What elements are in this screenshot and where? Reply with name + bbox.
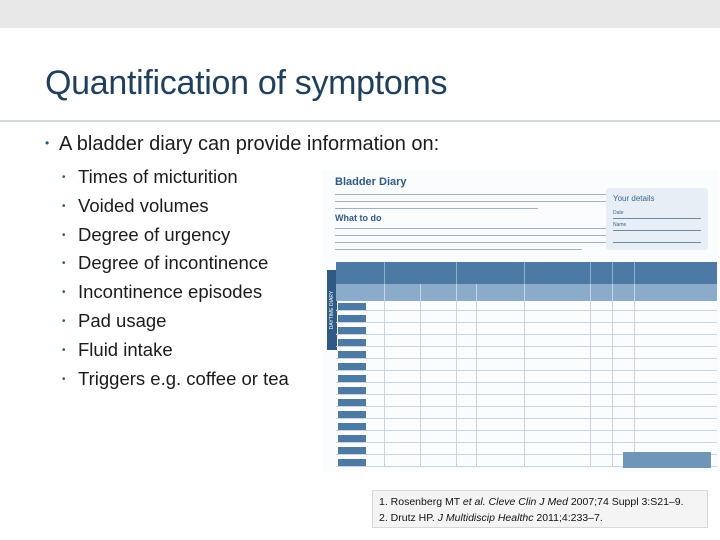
bladder-diary-image [322,170,719,472]
title-divider [0,120,720,122]
bullet-icon: • [62,172,66,183]
top-band [0,0,720,28]
sub-bullet: • Degree of incontinence [62,250,289,279]
diary-title: Bladder Diary [335,176,407,188]
diary-what-to-do: What to do [335,213,382,223]
sub-bullet: • Triggers e.g. coffee or tea [62,366,289,395]
diary-sample-row [336,284,717,301]
bullet-icon: • [45,136,50,150]
bullet-icon: • [62,315,66,327]
slide-title: Quantification of symptoms [45,64,448,102]
sub-bullet: • Incontinence episodes [62,279,289,308]
details-box [606,188,708,250]
sub-bullet: • Degree of urgency [62,222,289,251]
main-bullet [45,133,439,156]
bullet-icon: • [62,373,66,385]
diary-steps-lines [335,225,625,253]
details-name-field: Name [613,222,701,231]
citation-1: 1. Rosenberg MT et al. Cleve Clin J Med 2007;74 Suppl 3:S21–9. [379,496,684,508]
bullet-icon: • [62,200,66,212]
sub-bullet: • Fluid intake [62,337,289,366]
sub-bullet: • Pad usage [62,308,289,337]
bullet-icon: • [62,287,66,299]
citation-box [372,490,708,528]
sub-bullet-list [62,164,289,394]
diary-intro-lines [335,191,625,209]
diary-table [336,262,717,466]
main-bullet-text: A bladder diary can provide information on: [59,133,440,155]
details-blank-field [613,234,701,243]
diary-table-header [336,262,717,284]
citation-2: 2. Drutz HP. J Multidiscip Healthc 2011;4:233–7. [379,512,603,524]
sub-bullet: • Voided volumes [62,193,289,222]
sub-bullet: • Times of micturition [62,164,289,193]
bullet-icon: • [62,258,66,270]
bullet-icon: • [62,229,66,241]
details-title: Your details [613,194,655,203]
daytime-diary-tab: DAYTIME DIARY [327,270,337,350]
details-date-field: Date [613,210,701,219]
bullet-icon: • [62,344,66,356]
diary-note-box [623,452,711,468]
